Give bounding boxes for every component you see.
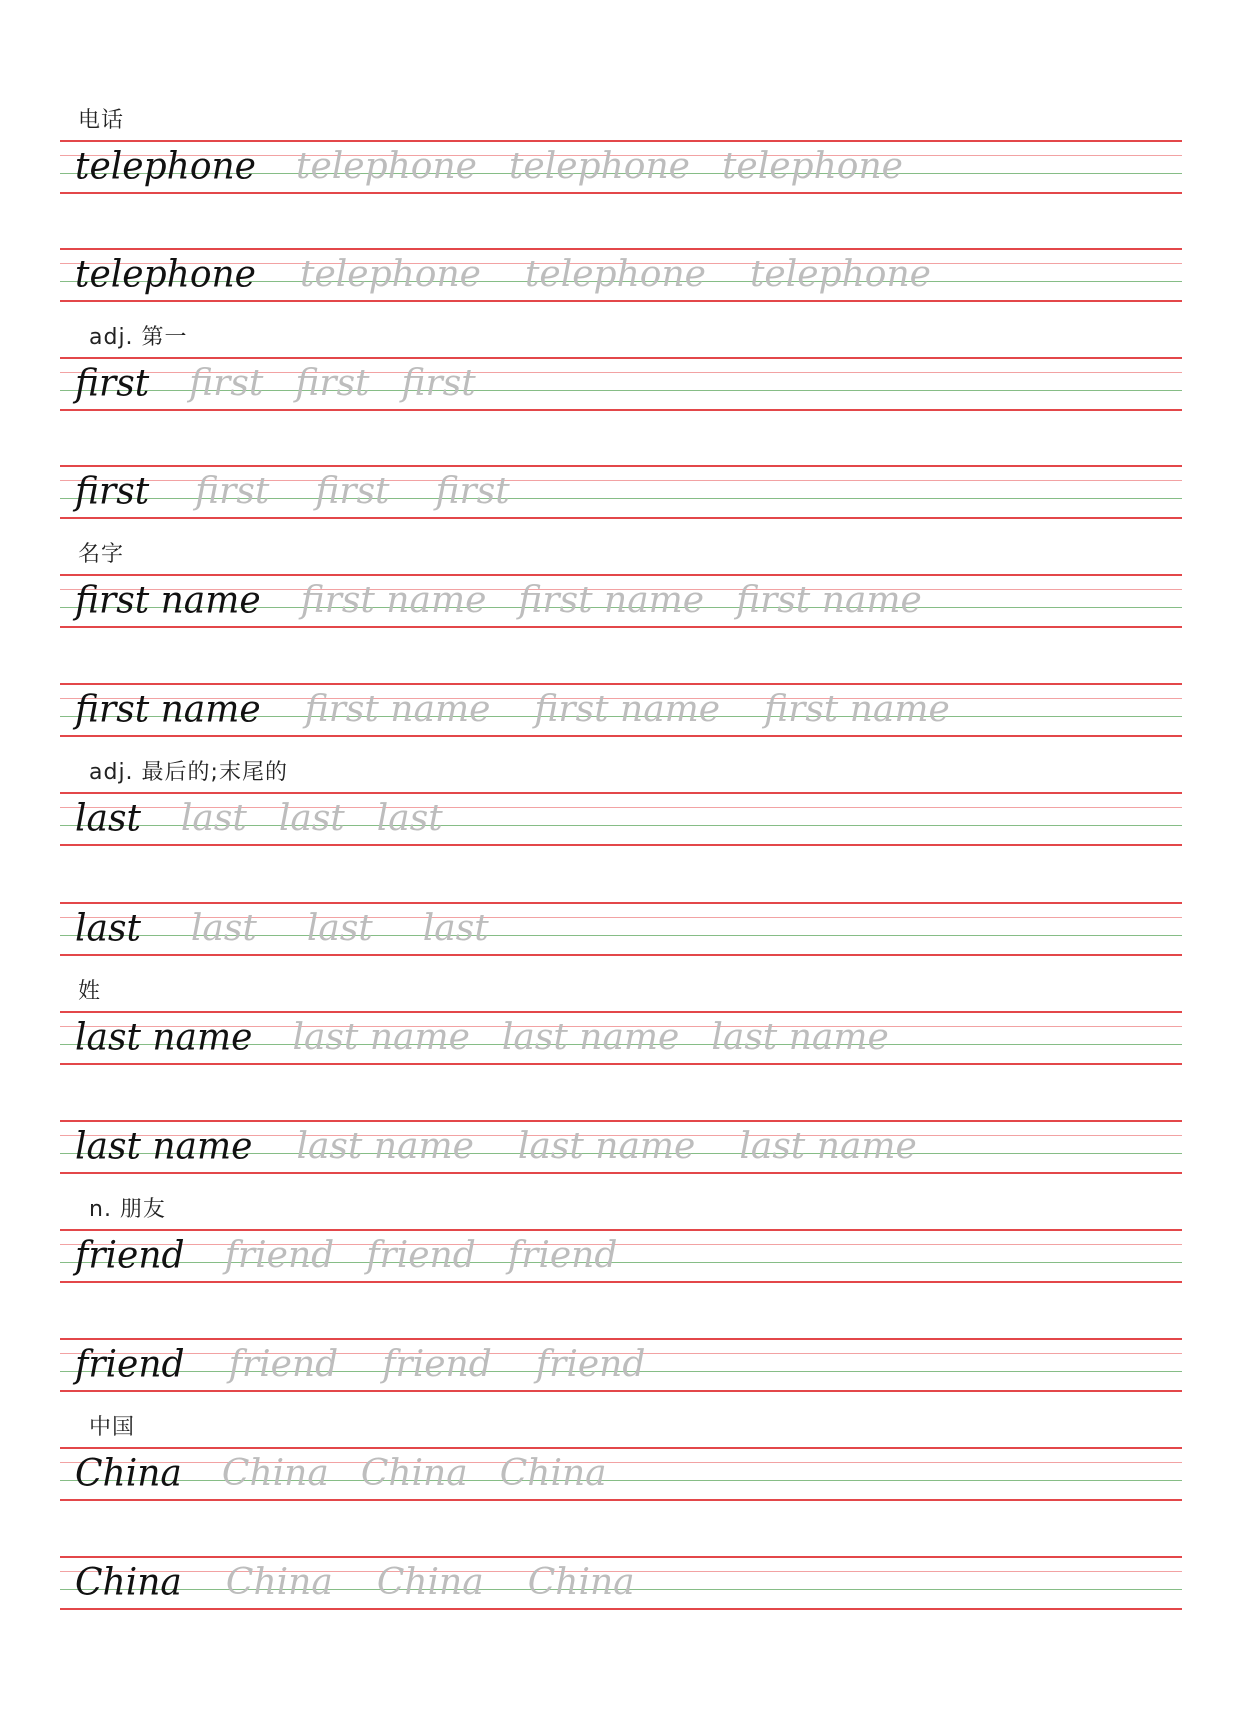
- writing-row: [60, 902, 1182, 956]
- trace-word: first: [401, 363, 476, 404]
- trace-word: China: [499, 1453, 607, 1494]
- entry-label: adj. 第一: [89, 325, 188, 350]
- model-word: last: [75, 796, 141, 840]
- trace-word: last name: [711, 1017, 889, 1058]
- model-word: first name: [75, 578, 261, 622]
- trace-word: China: [225, 1562, 333, 1603]
- trace-word: last: [190, 908, 257, 949]
- trace-word: friend: [228, 1344, 339, 1385]
- trace-word: last name: [739, 1126, 917, 1167]
- writing-row: [60, 792, 1182, 846]
- model-word: first name: [75, 687, 261, 731]
- trace-word: first name: [736, 580, 922, 621]
- trace-word: friend: [507, 1235, 618, 1276]
- trace-word: first name: [764, 689, 950, 730]
- entry-label: 电话: [78, 108, 125, 133]
- trace-word: China: [527, 1562, 635, 1603]
- trace-word: last name: [296, 1126, 474, 1167]
- trace-word: friend: [535, 1344, 646, 1385]
- trace-word: telephone: [721, 146, 903, 187]
- trace-word: telephone: [524, 254, 706, 295]
- model-word: last name: [75, 1124, 253, 1168]
- entry-label: 名字: [78, 542, 125, 567]
- model-word: China: [75, 1451, 182, 1495]
- trace-word: telephone: [295, 146, 477, 187]
- trace-word: telephone: [299, 254, 481, 295]
- writing-row: [60, 357, 1182, 411]
- trace-word: China: [221, 1453, 329, 1494]
- trace-word: last: [422, 908, 489, 949]
- model-word: friend: [75, 1233, 185, 1277]
- entry-label: 姓: [78, 979, 102, 1004]
- writing-row: [60, 1120, 1182, 1174]
- writing-row: [60, 1338, 1182, 1392]
- model-word: last: [75, 906, 141, 950]
- trace-word: last: [376, 798, 443, 839]
- entry-label: adj. 最后的;末尾的: [89, 760, 288, 785]
- writing-row: [60, 140, 1182, 194]
- writing-row: [60, 248, 1182, 302]
- trace-word: first name: [304, 689, 491, 730]
- trace-word: first: [435, 471, 510, 512]
- trace-word: last: [306, 908, 373, 949]
- trace-word: last name: [292, 1017, 470, 1058]
- trace-word: first: [195, 471, 270, 512]
- writing-row: [60, 1556, 1182, 1610]
- trace-word: first name: [534, 689, 721, 730]
- trace-word: first: [315, 471, 390, 512]
- model-word: China: [75, 1560, 182, 1604]
- trace-word: telephone: [508, 146, 690, 187]
- trace-word: friend: [382, 1344, 492, 1385]
- trace-word: first name: [518, 580, 705, 621]
- writing-row: [60, 465, 1182, 519]
- trace-word: telephone: [749, 254, 931, 295]
- writing-row: [60, 1447, 1182, 1501]
- model-word: first: [75, 469, 150, 513]
- writing-row: [60, 683, 1182, 737]
- model-word: telephone: [75, 144, 256, 188]
- writing-row: [60, 1011, 1182, 1065]
- trace-word: China: [360, 1453, 468, 1494]
- model-word: friend: [75, 1342, 185, 1386]
- model-word: first: [75, 361, 150, 405]
- trace-word: last name: [501, 1017, 680, 1058]
- trace-word: first: [295, 363, 370, 404]
- trace-word: friend: [224, 1235, 335, 1276]
- trace-word: last: [278, 798, 345, 839]
- entry-label: 中国: [89, 1415, 136, 1440]
- trace-word: last: [180, 798, 247, 839]
- trace-word: first name: [300, 580, 487, 621]
- entry-label: n. 朋友: [89, 1197, 166, 1222]
- writing-row: [60, 1229, 1182, 1283]
- trace-word: friend: [366, 1235, 476, 1276]
- trace-word: first: [189, 363, 264, 404]
- writing-row: [60, 574, 1182, 628]
- model-word: last name: [75, 1015, 253, 1059]
- trace-word: last name: [517, 1126, 696, 1167]
- model-word: telephone: [75, 252, 256, 296]
- trace-word: China: [376, 1562, 484, 1603]
